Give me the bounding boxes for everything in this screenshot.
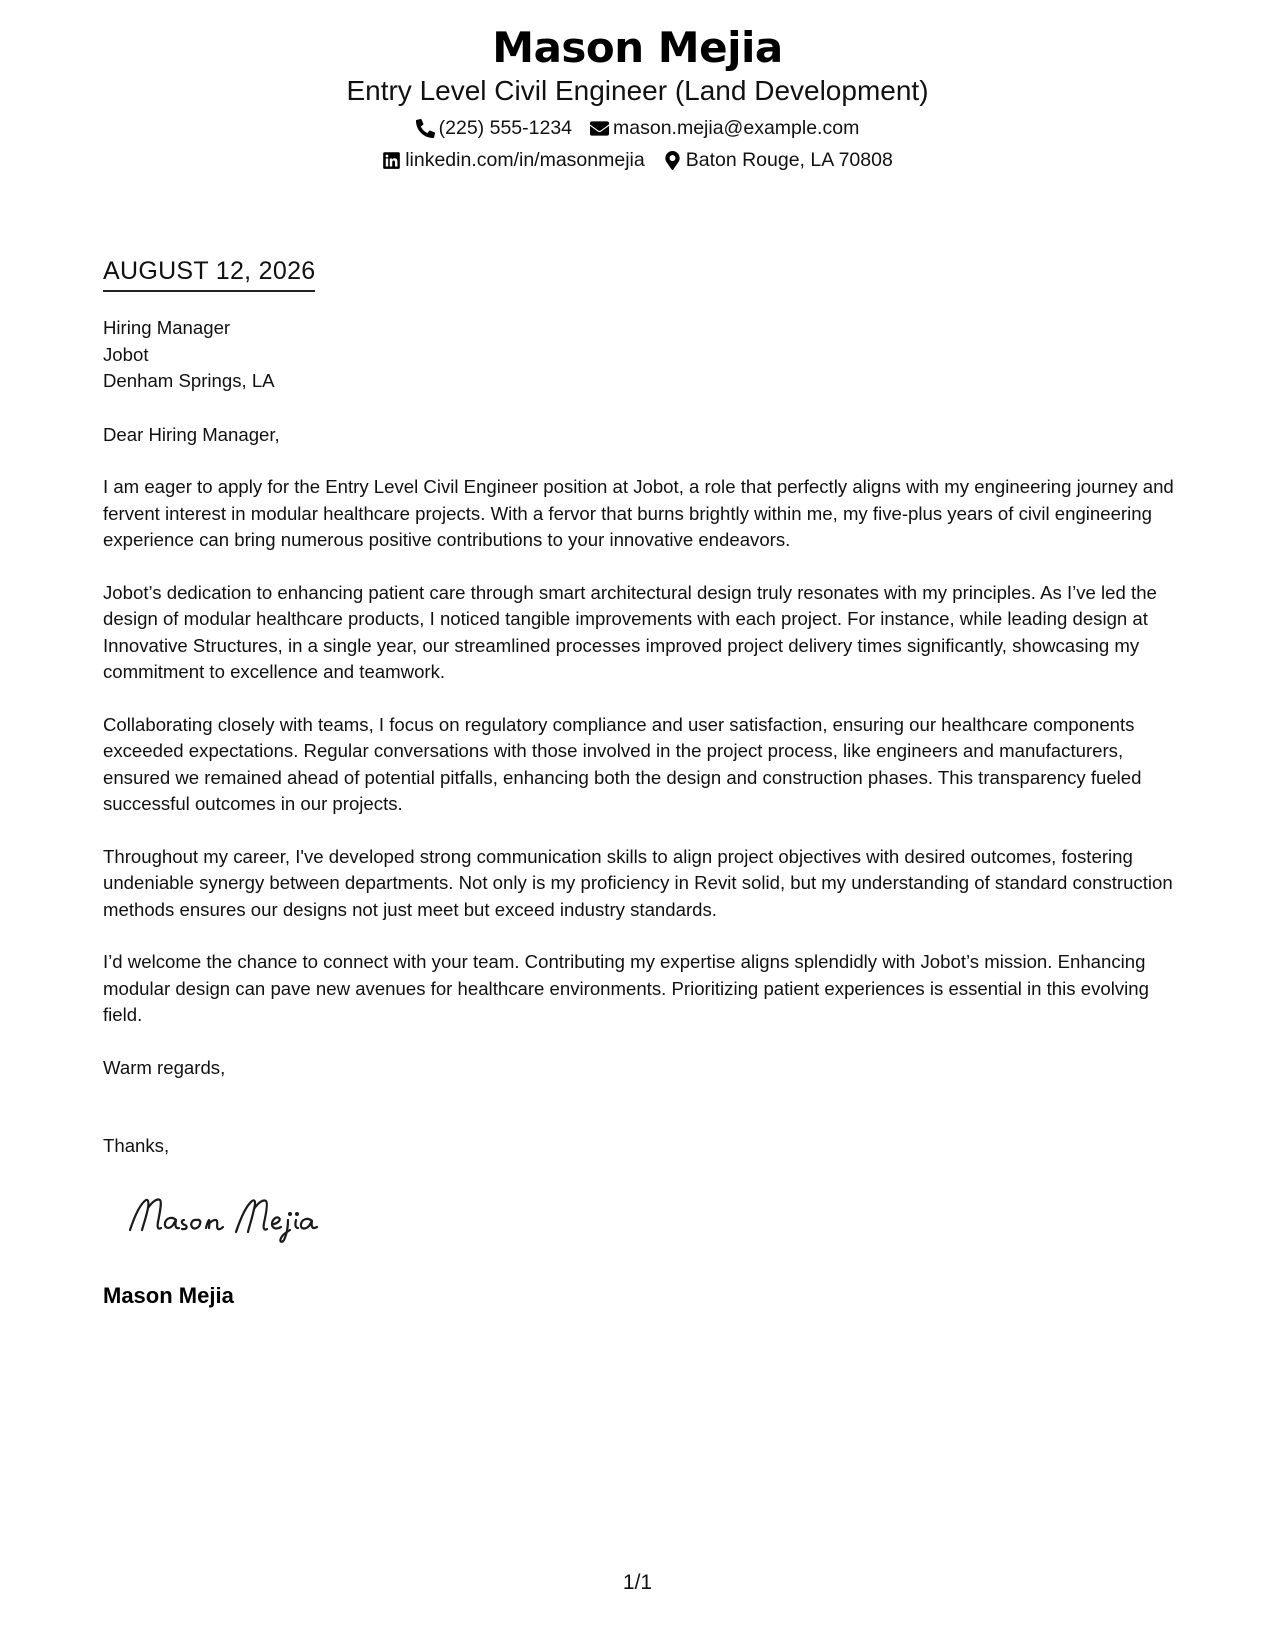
linkedin-icon bbox=[382, 151, 401, 170]
applicant-name: Mason Mejia bbox=[492, 23, 783, 72]
body-paragraph: I’d welcome the chance to connect with your team. Contributing my expertise aligns splendidly with Jobot’s mission. Enhancing modular design can pave new avenues for healthcare environments. Prioritizing patient experiences is essential in this evolving field. bbox=[103, 951, 1149, 1025]
body-paragraph: Throughout my career, I've developed strong communication skills to align project objectives with desired outcomes, fostering undeniable synergy between departments. Not only is my proficiency in Revit solid, but my understanding of standard construction methods ensures our designs not just meet but exceed industry standards. bbox=[103, 845, 1173, 920]
envelope-icon bbox=[590, 119, 609, 138]
contact-linkedin bbox=[382, 148, 645, 172]
recipient-block bbox=[103, 315, 1175, 395]
letter-header bbox=[0, 22, 1275, 172]
body-paragraph: I am eager to apply for the Entry Level Civil Engineer position at Jobot, a role that perfectly aligns with my engineering journey and fervent interest in modular healthcare projects. With a fervor that burns brightly within me, my five-plus years of civil engineering experience can bring numerous positive contributions to your innovative endeavors. bbox=[103, 476, 1174, 550]
contact-phone bbox=[416, 116, 572, 140]
contact-line-1 bbox=[0, 116, 1275, 140]
body-paragraph: Jobot’s dedication to enhancing patient care through smart architectural design truly resonates with my principles. As I’ve led the design of modular healthcare products, I noticed tangible improvements with each project. For instance, while leading design at Innovative Structures, in a single year, our streamlined processes improved project delivery times significantly, showcasing my commitment to excellence and teamwork. bbox=[103, 581, 1157, 682]
recipient-location: Denham Springs, LA bbox=[103, 370, 275, 391]
thanks-line: Thanks, bbox=[103, 1135, 170, 1156]
letter-body bbox=[103, 315, 1175, 1160]
contact-location bbox=[663, 148, 893, 172]
closing: Warm regards, bbox=[103, 1056, 226, 1078]
applicant-job-title: Entry Level Civil Engineer (Land Development) bbox=[346, 75, 929, 106]
phone-icon bbox=[416, 119, 435, 138]
recipient-company: Jobot bbox=[103, 343, 149, 365]
handwritten-signature bbox=[124, 1190, 344, 1244]
body-paragraph: Collaborating closely with teams, I focus on regulatory compliance and user satisfaction, ensuring our healthcare components exceeded expectations. Regular conversations with those involved in the project process, like engineers and manufacturers, ensured we remained ahead of potential pitfalls, enhancing both the design and construction phases. This transparency fueled successful outcomes in our projects. bbox=[103, 713, 1142, 814]
contact-email bbox=[590, 116, 859, 140]
linkedin-text: linkedin.com/in/masonmejia bbox=[405, 149, 645, 171]
email-text: mason.mejia@example.com bbox=[613, 117, 860, 139]
recipient-name: Hiring Manager bbox=[103, 317, 231, 338]
map-marker-icon bbox=[663, 151, 682, 170]
phone-text: (225) 555-1234 bbox=[438, 117, 573, 139]
letter-date: AUGUST 12, 2026 bbox=[103, 256, 315, 292]
signed-name: Mason Mejia bbox=[103, 1283, 234, 1308]
contact-line-2 bbox=[0, 148, 1275, 172]
page-number: 1/1 bbox=[622, 1571, 653, 1594]
salutation: Dear Hiring Manager, bbox=[103, 423, 280, 445]
location-text: Baton Rouge, LA 70808 bbox=[685, 149, 893, 171]
